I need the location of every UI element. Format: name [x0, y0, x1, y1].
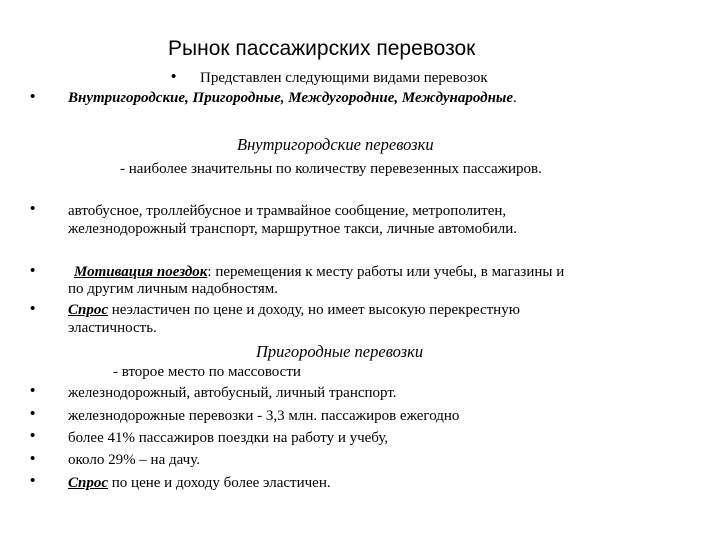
suburban-demand-text: по цене и доходу более эластичен.: [108, 475, 331, 491]
bullet-marker: •: [30, 382, 36, 399]
urban-demand-text: неэластичен по цене и доходу, но имеет высокую перекрестную: [108, 302, 520, 318]
motivation-term: Мотивация поездок: [74, 264, 208, 280]
suburban-item: около 29% – на дачу.: [68, 452, 200, 468]
bullet-marker: •: [30, 300, 36, 317]
urban-modes-line2: железнодорожный транспорт, маршрутное такси, личные автомобили.: [68, 221, 518, 237]
urban-heading: Внутригородские перевозки: [237, 135, 434, 154]
suburban-demand: [68, 475, 331, 491]
suburban-item: железнодорожный, автобусный, личный транспорт.: [68, 385, 397, 401]
bullet-marker: •: [30, 88, 36, 105]
motivation-line2: по другим личным надобностям.: [68, 281, 279, 297]
bullet-marker: •: [30, 262, 36, 279]
bullet-marker: •: [30, 472, 36, 489]
urban-description: - наиболее значительны по количеству перевезенных пассажиров.: [120, 161, 542, 177]
bullet-marker: •: [171, 68, 177, 85]
suburban-heading: Пригородные перевозки: [256, 342, 424, 361]
bullet-marker: •: [30, 405, 36, 422]
intro-lead: Представлен следующими видами перевозок: [200, 70, 488, 86]
suburban-item: железнодорожные перевозки - 3,3 млн. пассажиров ежегодно: [68, 408, 460, 424]
suburban-item: более 41% пассажиров поездки на работу и учебу,: [68, 430, 389, 446]
transport-types-end: .: [512, 90, 517, 106]
transport-types: [68, 90, 517, 106]
page-title: Рынок пассажирских перевозок: [168, 37, 476, 60]
suburban-demand-term: Спрос: [68, 475, 109, 491]
suburban-description: - второе место по массовости: [113, 364, 301, 380]
bullet-marker: •: [30, 427, 36, 444]
motivation-line1: [74, 264, 564, 280]
urban-modes-line1: автобусное, троллейбусное и трамвайное сообщение, метрополитен,: [68, 203, 507, 219]
urban-demand-line2: эластичность.: [68, 320, 157, 336]
urban-demand-line1: [68, 302, 520, 318]
motivation-text: : перемещения к месту работы или учебы, в магазины и: [207, 264, 565, 280]
bullet-marker: •: [30, 450, 36, 467]
transport-types-list: Внутригородские, Пригородные, Междугородние, Международные: [68, 90, 513, 106]
urban-demand-term: Спрос: [68, 302, 109, 318]
bullet-marker: •: [30, 200, 36, 217]
